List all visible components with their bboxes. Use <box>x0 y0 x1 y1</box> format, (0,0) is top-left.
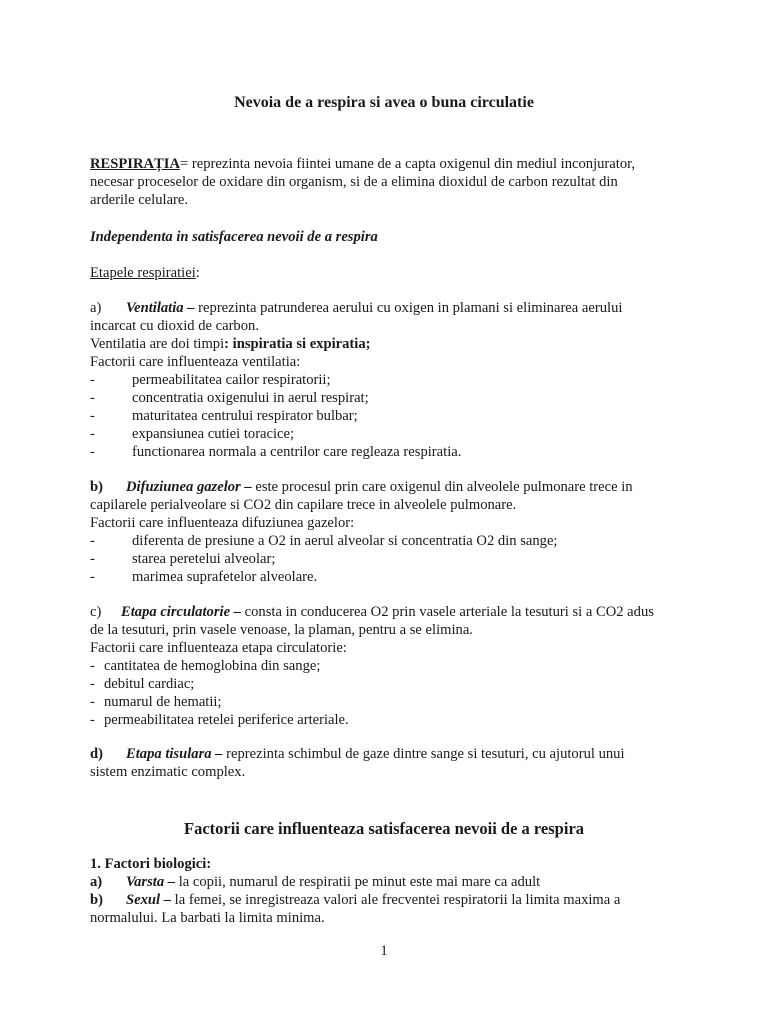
factori-bio-b-line-2: normalului. La barbati la limita minima. <box>90 910 325 926</box>
factori-bio-b: b) Sexul – la femei, se inregistreaza valori ale frecventei respiratorii la limita maxima a <box>90 892 621 908</box>
section-c-line-1: c) Etapa circulatorie – consta in conducerea O2 prin vasele arteriale la tesuturi si a CO2 adus <box>90 604 654 620</box>
section-d-line-1: d) Etapa tisulara – reprezinta schimbul de gaze dintre sange si tesuturi, cu ajutorul unui <box>90 746 625 762</box>
intro-line-3: arderile celulare. <box>90 192 189 208</box>
subheading: Independenta in satisfacerea nevoii de a respira <box>90 229 378 245</box>
list-item: - cantitatea de hemoglobina din sange; <box>90 658 321 674</box>
section-2-title: Factorii care influenteaza satisfacerea nevoii de a respira <box>183 819 585 838</box>
section-a-line-2: incarcat cu dioxid de carbon. <box>90 318 259 334</box>
respiratia-term: RESPIRAȚIA <box>90 156 181 172</box>
list-item: - starea peretelui alveolar; <box>90 551 276 567</box>
section-d-line-2: sistem enzimatic complex. <box>90 764 246 780</box>
section-b-line-1: b) Difuziunea gazelor – este procesul prin care oxigenul din alveolele pulmonare trece in <box>90 479 633 495</box>
section-a-factors-title: Factorii care influenteaza ventilatia: <box>90 354 301 370</box>
page-number: 1 <box>380 943 388 959</box>
list-item: - diferenta de presiune a O2 in aerul alveolar si concentratia O2 din sange; <box>90 533 558 549</box>
factori-biologici-heading: 1. Factori biologici: <box>90 856 212 872</box>
section-b-line-2: capilarele perialveolare si CO2 din capilare trece in alveolele pulmonare. <box>90 497 517 513</box>
list-item: - expansiunea cutiei toracice; <box>90 426 295 442</box>
intro-line-2: necesar proceselor de oxidare din organism, si de a elimina dioxidul de carbon rezultat din <box>90 174 618 190</box>
intro-line-1: RESPIRAȚIA= reprezinta nevoia fiintei umane de a capta oxigenul din mediul inconjurator, <box>90 156 636 172</box>
etape-label: Etapele respiratiei: <box>90 265 200 281</box>
section-a-line-1: a) Ventilatia – reprezinta patrunderea aerului cu oxigen in plamani si eliminarea aerului <box>90 300 623 316</box>
list-item: - functionarea normala a centrilor care regleaza respiratia. <box>90 444 462 460</box>
list-item: - maturitatea centrului respirator bulbar; <box>90 408 358 424</box>
list-item: - permeabilitatea cailor respiratorii; <box>90 372 331 388</box>
section-c-factors-title: Factorii care influenteaza etapa circulatorie: <box>90 640 347 656</box>
factori-bio-a: a) Varsta – la copii, numarul de respiratii pe minut este mai mare ca adult <box>90 874 541 890</box>
list-item: - marimea suprafetelor alveolare. <box>90 569 318 585</box>
list-item: - debitul cardiac; <box>90 676 195 692</box>
section-b-factors-title: Factorii care influenteaza difuziunea gazelor: <box>90 515 355 531</box>
page-title: Nevoia de a respira si avea o buna circulatie <box>234 94 534 111</box>
section-c-line-2: de la tesuturi, prin vasele venoase, la plaman, pentru a se elimina. <box>90 622 473 638</box>
list-item: - numarul de hematii; <box>90 694 222 710</box>
list-item: - concentratia oxigenului in aerul respirat; <box>90 390 369 406</box>
list-item: - permeabilitatea retelei periferice arteriale. <box>90 712 349 728</box>
section-a-line-3: Ventilatia are doi timpi: inspiratia si expiratia; <box>90 336 371 352</box>
